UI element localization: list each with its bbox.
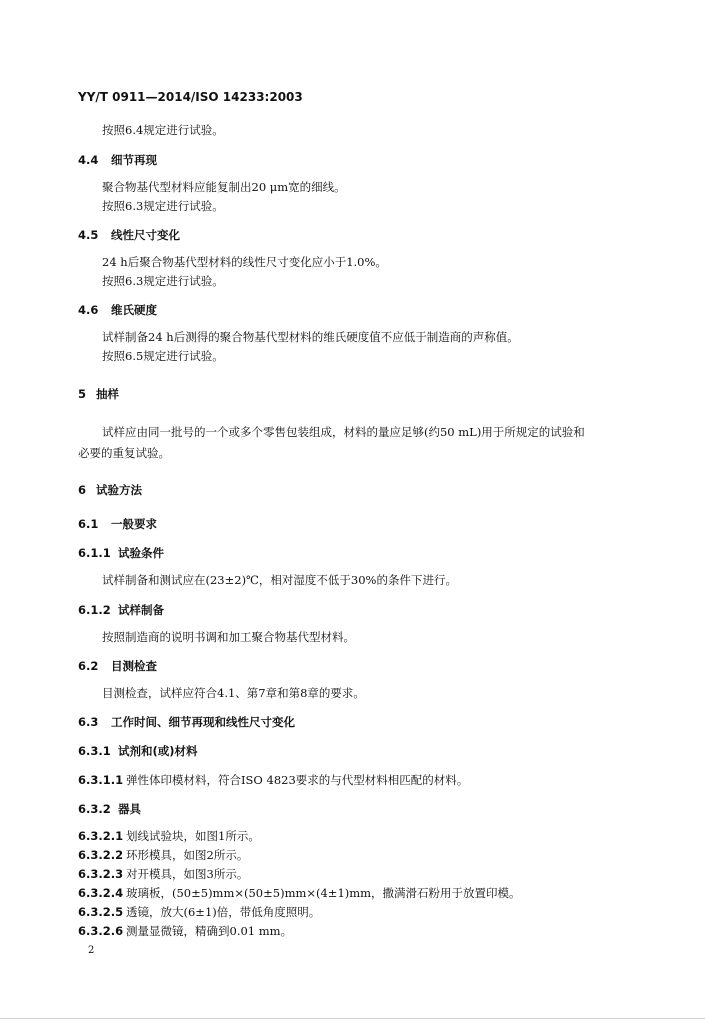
section-title: 试验条件 (118, 546, 164, 560)
section-heading (78, 483, 142, 497)
section-number: 6.1 (78, 517, 99, 531)
section-heading (78, 228, 180, 242)
section-title: 一般要求 (111, 517, 157, 531)
clause-text: 透镜，放大(6±1)倍，带低角度照明。 (126, 905, 321, 919)
body-text: 按照制造商的说明书调和加工聚合物基代型材料。 (102, 630, 355, 644)
clause-number: 6.3.2.4 (78, 886, 124, 900)
section-heading (78, 715, 295, 729)
page-bottom-rule (0, 1018, 705, 1019)
section-heading (78, 387, 119, 401)
clause-item (78, 905, 320, 919)
section-number: 6.2 (78, 659, 99, 673)
section-number: 5 (78, 387, 87, 401)
section-number: 6.3 (78, 715, 99, 729)
section-title: 试验方法 (96, 483, 142, 497)
section-number: 6.1.1 (78, 546, 111, 560)
section-number: 4.6 (78, 303, 99, 317)
clause-item (78, 773, 468, 787)
section-number: 6.3.1 (78, 744, 111, 758)
section-heading (78, 603, 164, 617)
section-title: 抽样 (96, 387, 119, 401)
section-title: 试剂和(或)材料 (118, 744, 198, 758)
clause-item (78, 867, 248, 881)
body-text: 目测检查，试样应符合4.1、第7章和第8章的要求。 (102, 686, 365, 700)
section-heading (78, 802, 141, 816)
body-text: 聚合物基代型材料应能复制出20 μm宽的细线。 (102, 180, 346, 194)
section-title: 工作时间、细节再现和线性尺寸变化 (111, 715, 295, 729)
section-heading (78, 517, 157, 531)
clause-item (78, 924, 292, 938)
body-text: 试样制备和测试应在(23±2)℃，相对湿度不低于30%的条件下进行。 (102, 573, 457, 587)
section-heading (78, 153, 157, 167)
standard-header: YY/T 0911—2014/ISO 14233:2003 (78, 90, 303, 104)
body-text: 试样制备24 h后测得的聚合物基代型材料的维氏硬度值不应低于制造商的声称值。 (102, 330, 519, 344)
section-heading (78, 303, 157, 317)
section-title: 维氏硬度 (111, 303, 157, 317)
clause-number: 6.3.2.1 (78, 829, 124, 843)
body-text: 试样应由同一批号的一个或多个零售包装组成，材料的量应足够(约50 mL)用于所规定的试验和 (102, 425, 585, 439)
body-text: 必要的重复试验。 (78, 446, 170, 460)
section-number: 4.5 (78, 228, 99, 242)
clause-item (78, 848, 248, 862)
body-text: 24 h后聚合物基代型材料的线性尺寸变化应小于1.0%。 (102, 255, 387, 269)
clause-item (78, 829, 260, 843)
clause-number: 6.3.2.5 (78, 905, 124, 919)
section-number: 6.3.2 (78, 802, 111, 816)
page-number: 2 (88, 945, 95, 956)
clause-text: 对开模具，如图3所示。 (126, 867, 249, 881)
clause-number: 6.3.2.6 (78, 924, 124, 938)
section-heading (78, 744, 198, 758)
clause-number: 6.3.2.3 (78, 867, 124, 881)
clause-text: 玻璃板，(50±5)mm×(50±5)mm×(4±1)mm，撒满滑石粉用于放置印模。 (126, 886, 521, 900)
section-number: 6.1.2 (78, 603, 111, 617)
clause-text: 测量显微镜，精确到0.01 mm。 (126, 924, 293, 938)
section-heading (78, 659, 157, 673)
clause-text: 环形模具，如图2所示。 (126, 848, 249, 862)
body-text: 按照6.3规定进行试验。 (102, 274, 224, 288)
section-number: 6 (78, 483, 87, 497)
section-title: 细节再现 (111, 153, 157, 167)
section-title: 目测检查 (111, 659, 157, 673)
section-number: 4.4 (78, 153, 99, 167)
body-text: 按照6.3规定进行试验。 (102, 199, 224, 213)
clause-number: 6.3.1.1 (78, 773, 124, 787)
section-title: 线性尺寸变化 (111, 228, 180, 242)
section-title: 器具 (118, 802, 141, 816)
section-heading (78, 546, 164, 560)
clause-number: 6.3.2.2 (78, 848, 124, 862)
clause-text: 弹性体印模材料，符合ISO 4823要求的与代型材料相匹配的材料。 (126, 773, 469, 787)
clause-item (78, 886, 521, 900)
body-text: 按照6.5规定进行试验。 (102, 349, 224, 363)
body-text: 按照6.4规定进行试验。 (102, 123, 224, 137)
section-title: 试样制备 (118, 603, 164, 617)
clause-text: 划线试验块，如图1所示。 (126, 829, 260, 843)
